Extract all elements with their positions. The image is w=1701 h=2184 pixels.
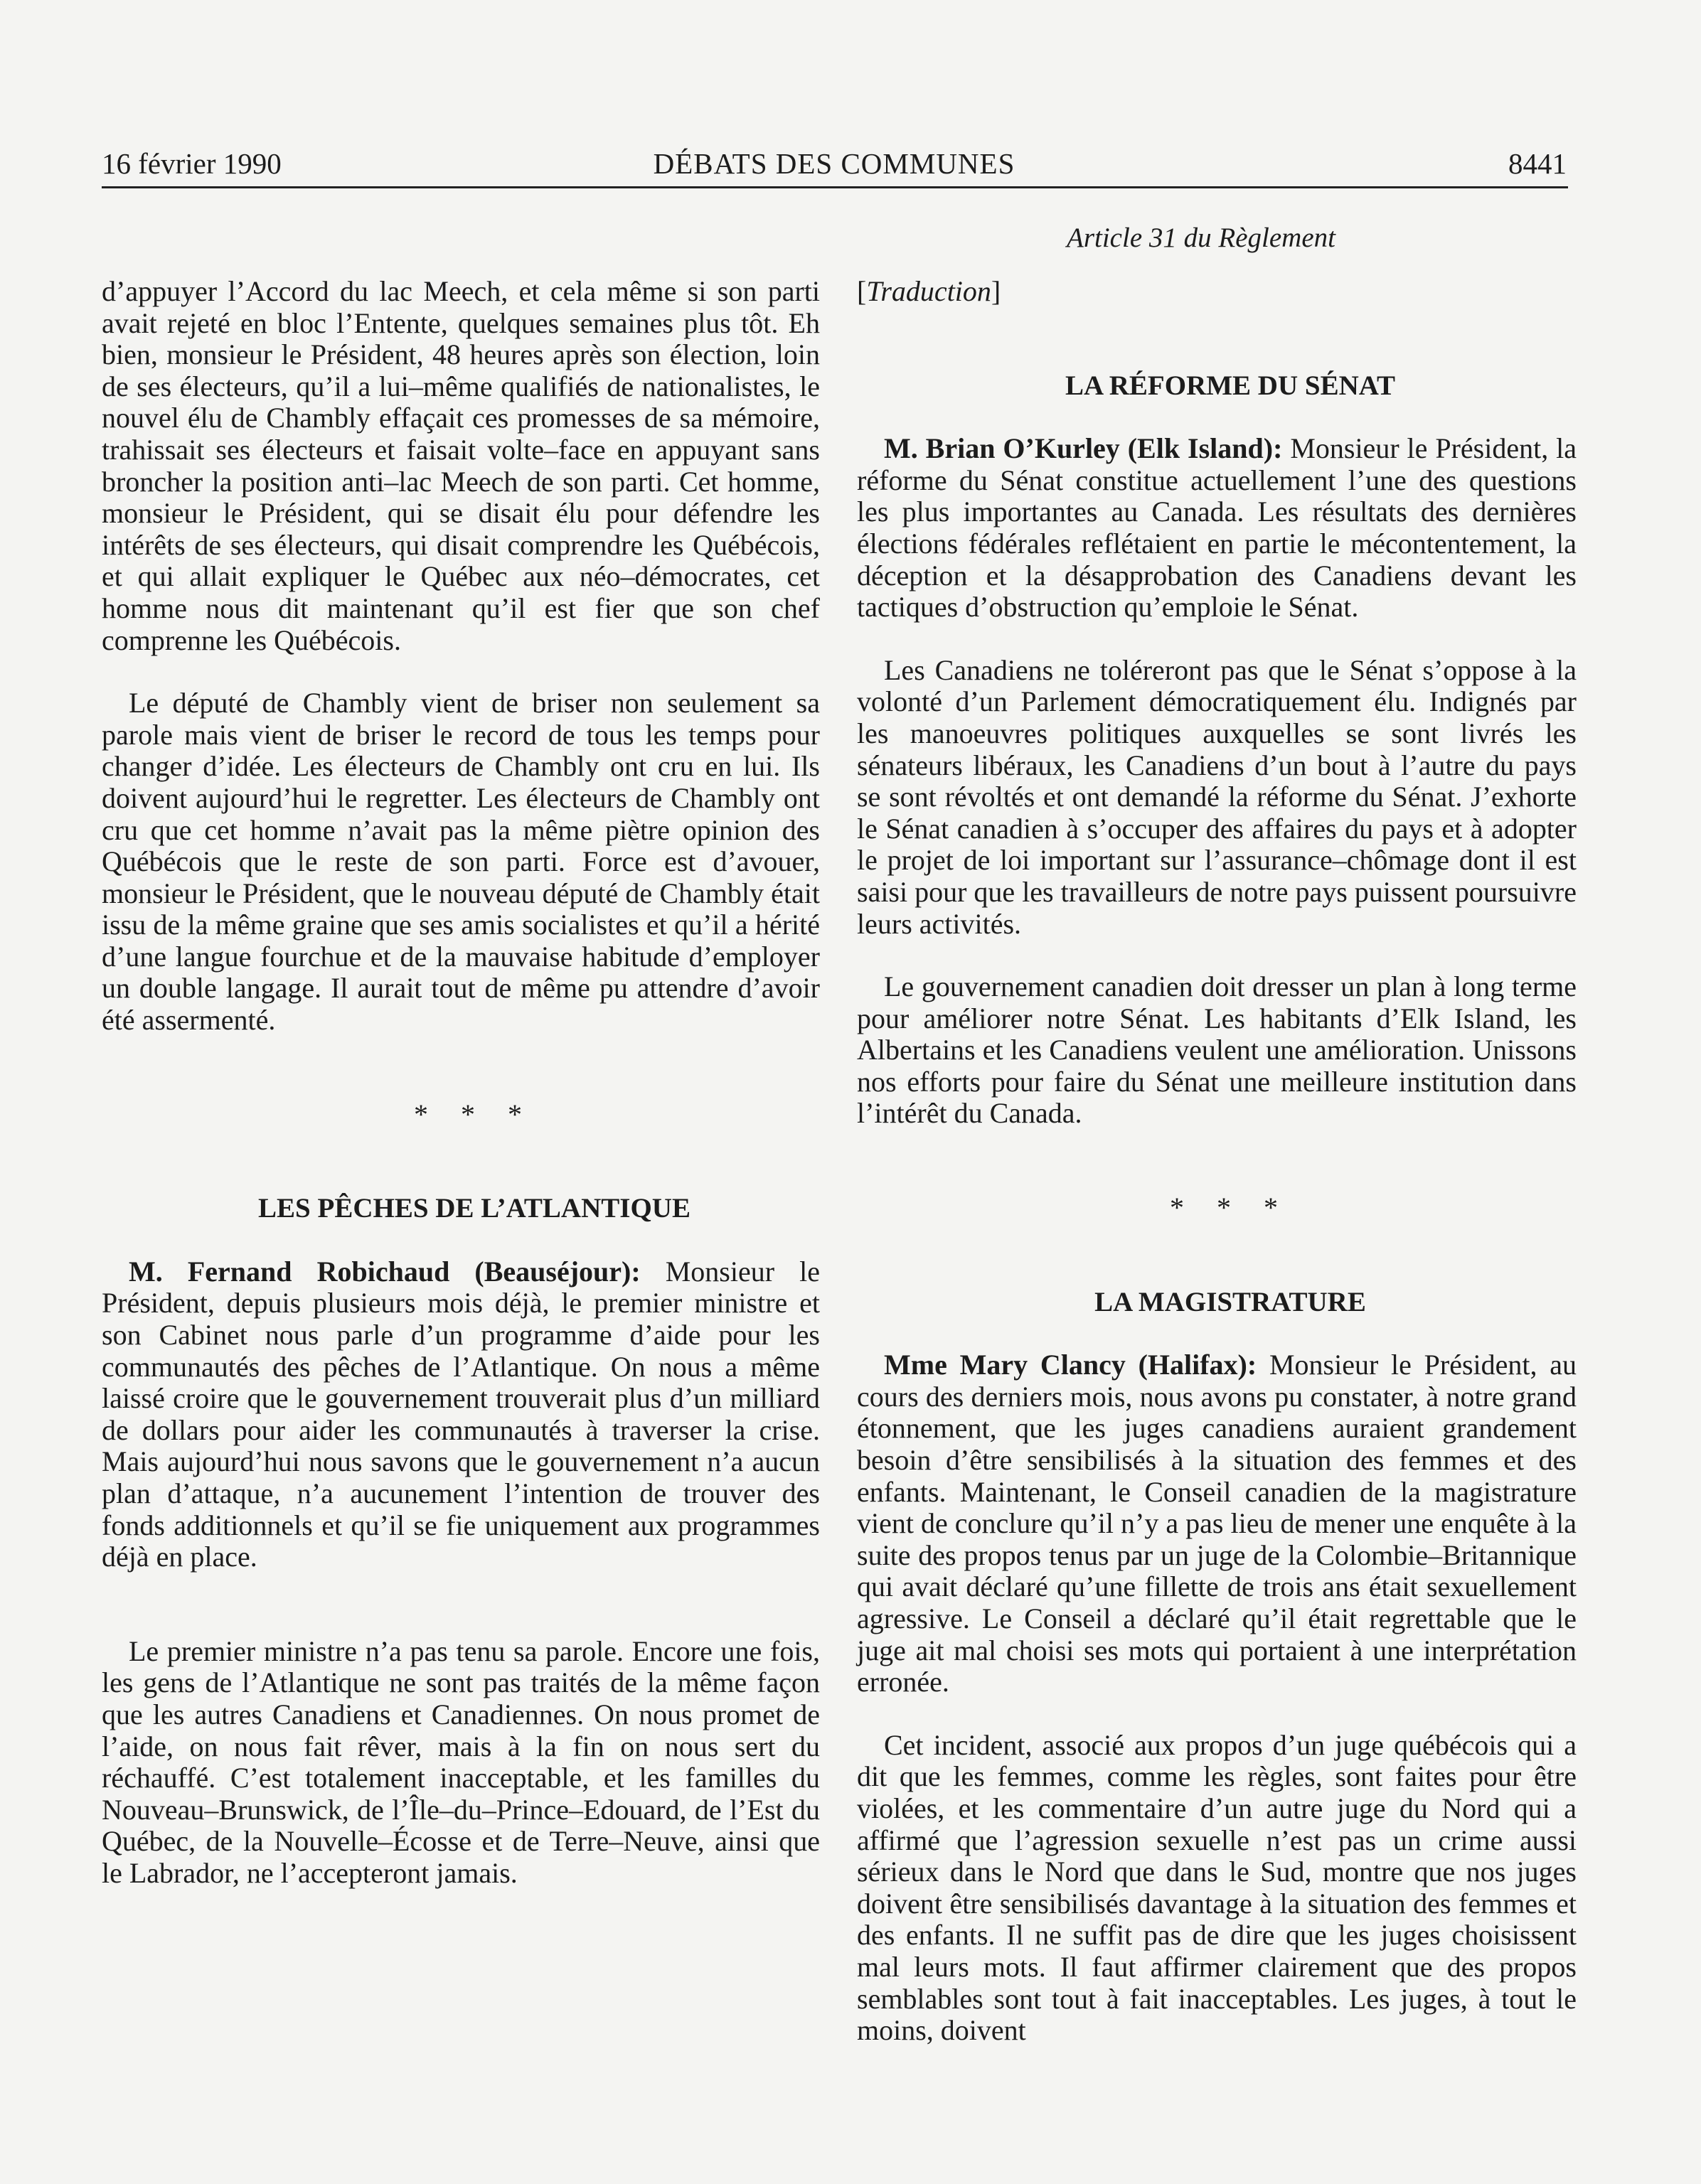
- left-paragraph-1: d’appuyer l’Accord du lac Meech, et cela même si son parti avait rejeté en bloc l’Entente, quelques semaines plus tôt. Eh bien, monsieur le Président, 48 heures après son élection, loin de ses électeurs, qu’il a lui–même qualifiés de nationalistes, le nouvel élu de Chambly effaçait ces promesses de sa mémoire, trahissait ses électeurs et faisait volte–face en appuyant sans broncher la position anti–lac Meech de son parti. Cet homme, monsieur le Président, qui se disait élu pour défendre les intérêts de ses électeurs, qui disait comprendre les Québécois, et qui allait expliquer le Québec aux néo–démocrates, cet homme nous dit maintenant qu’il est fier que son chef comprenne les Québécois.: [102, 275, 820, 656]
- speech-text: Monsieur le Président, depuis plusieurs mois déjà, le premier ministre et son Cabinet nous parle d’un programme d’aide pour les communautés des pêches de l’Atlantique. On nous a même laissé croire que le gouvernement trouverait plus d’un milliard de dollars pour aider les communautés à traverser la crise. Mais aujourd’hui nous savons que le gouvernement n’a aucun plan d’attaque, n’a aucunement l’intention de trouver des fonds additionnels et qu’il se fie uniquement aux programmes déjà en place.: [102, 1255, 821, 1573]
- header-rule: [102, 186, 1568, 188]
- section-heading-senat: LA RÉFORME DU SÉNAT: [1065, 370, 1396, 401]
- header-title: DÉBATS DES COMMUNES: [653, 147, 1015, 180]
- translation-label: Traduction: [866, 275, 991, 307]
- right-paragraph-5: Cet incident, associé aux propos d’un juge québécois qui a dit que les femmes, comme les règles, sont faites pour être violées, et les commentaire d’un autre juge du Nord qui a affirmé que l’agression sexuelle n’est pas un crime aussi sérieux dans le Nord que dans le Sud, montre que nos juges doivent être sensibilisés davantage à la situation des femmes et des enfants. Il ne suffit pas de dire que les juges choisissent mal leurs mots. Il faut affirmer clairement que des propos semblables sont tout à fait inacceptables. Les juges, à tout le moins, doivent: [857, 1728, 1577, 2047]
- left-paragraph-4: Le premier ministre n’a pas tenu sa parole. Encore une fois, les gens de l’Atlantique ne sont pas traités de la même façon que les autres Canadiens et Canadiennes. On nous promet de l’aide, on nous fait rêver, mais à la fin on nous sert du réchauffé. C’est totalement inacceptable, et les familles du Nouveau–Brunswick, de l’Île–du–Prince–Edouard, de l’Est du Québec, de la Nouvelle–Écosse et de Terre–Neuve, ainsi que le Labrador, ne l’accepteront jamais.: [102, 1634, 820, 1889]
- speaker-name: M. Brian O’Kurley (Elk Island):: [884, 432, 1283, 465]
- translation-tag: [Traduction]: [857, 275, 1001, 307]
- left-column: [102, 276, 820, 1890]
- speech-text: Monsieur le Président, au cours des derniers mois, nous avons pu constater, à notre grand étonnement, que les juges canadiens auraient grandement besoin d’être sensibilisés à la situation des femmes et des enfants. Maintenant, le Conseil canadien de la magistrature vient de conclure qu’il n’y a pas lieu de mener une enquête à la suite des propos tenus par un juge de la Colombie–Britannique qui avait déclaré qu’une fillette de trois ans était sexuellement agressive. Le Conseil a déclaré qu’il était regrettable que le juge ait mal choisi ses mots qui portaient à une interprétation erronée.: [857, 1349, 1577, 1698]
- section-separator: * * *: [1170, 1192, 1291, 1224]
- running-header: [102, 144, 1567, 186]
- section-separator: * * *: [414, 1098, 535, 1130]
- right-paragraph-3: Le gouvernement canadien doit dresser un plan à long terme pour améliorer notre Sénat. Les habitants d’Elk Island, les Albertains et les Canadiens veulent une amélioration. Unissons nos efforts pour faire du Sénat une meilleure institution dans l’intérêt du Canada.: [857, 970, 1577, 1130]
- right-paragraph-2: Les Canadiens ne toléreront pas que le Sénat s’oppose à la volonté d’un Parlement démocratiquement élu. Indignés par les manoeuvres politiques auxquelles se sont livrés les sénateurs libéraux, les Canadiens d’un bout à l’autre du pays se sont révoltés et ont demandé la réforme du Sénat. J’exhorte le Sénat canadien à s’occuper des affaires du pays et à adopter le projet de loi important sur l’assurance–chômage dont il est saisi pour que les travailleurs de notre pays puissent poursuivre leurs activités.: [857, 653, 1577, 940]
- right-paragraph-1: [857, 433, 1577, 623]
- section-heading-magistrature: LA MAGISTRATURE: [1094, 1286, 1366, 1317]
- speaker-name: M. Fernand Robichaud (Beauséjour):: [129, 1255, 641, 1288]
- right-paragraph-4: [857, 1349, 1577, 1698]
- speech-text: Monsieur le Président, la réforme du Sénat constitue actuellement l’une des questions les plus importantes au Canada. Les résultats des dernières élections fédérales reflétaient en partie le mécontentement, la déception et la désapprobation des Canadiens devant les tactiques d’obstruction qu’emploie le Sénat.: [857, 432, 1577, 623]
- header-date: 16 février 1990: [102, 147, 282, 180]
- left-paragraph-3: [102, 1256, 820, 1573]
- section-heading-peches: LES PÊCHES DE L’ATLANTIQUE: [258, 1193, 690, 1224]
- speaker-name: Mme Mary Clancy (Halifax):: [884, 1349, 1257, 1381]
- right-column: [857, 276, 1577, 2047]
- rubric: Article 31 du Règlement: [1067, 223, 1335, 253]
- left-paragraph-2: Le député de Chambly vient de briser non seulement sa parole mais vient de briser le record de tous les temps pour changer d’idée. Les électeurs de Chambly ont cru en lui. Ils doivent aujourd’hui le regretter. Les électeurs de Chambly ont cru que cet homme n’avait pas la même piètre opinion des Québécois que le reste de son parti. Force est d’avouer, monsieur le Président, que le nouveau député de Chambly était issu de la même graine que ses amis socialistes et qu’il a hérité d’une langue fourchue et de la mauvaise habitude d’employer un double langage. Il aurait tout de même pu attendre d’avoir été assermenté.: [102, 687, 820, 1037]
- page-number: 8441: [1508, 147, 1567, 180]
